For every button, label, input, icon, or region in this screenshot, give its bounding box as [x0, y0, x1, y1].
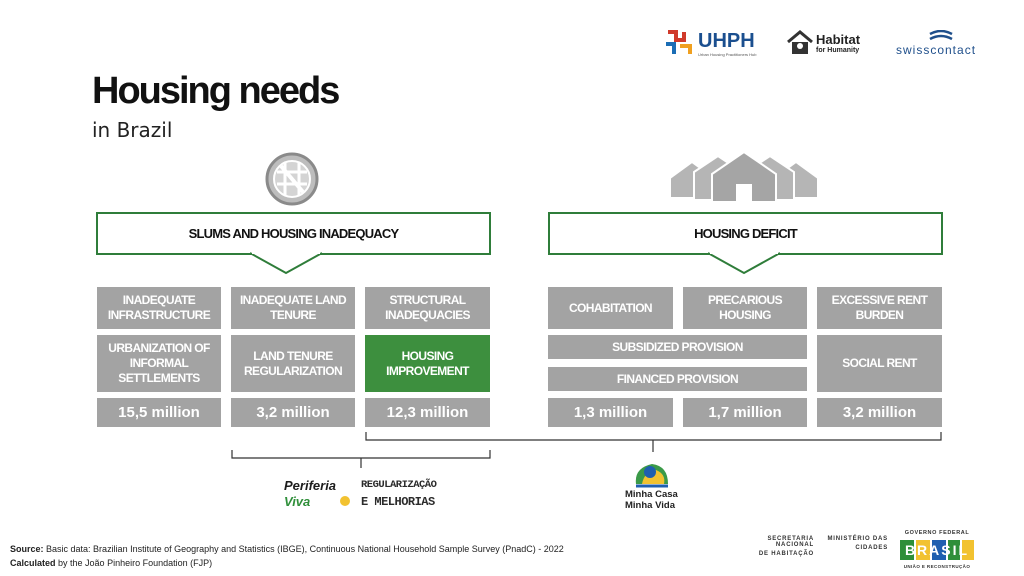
value-structural-label: 12,3 million [386, 404, 469, 421]
response-urbanization-label: URBANIZATION OF INFORMAL SETTLEMENTS [108, 341, 210, 385]
source-line-2 [10, 556, 564, 570]
secretaria-text-2: DE HABITAÇÃO [758, 551, 814, 557]
category-slums-label: SLUMS AND HOUSING INADEQUACY [188, 226, 399, 241]
response-urbanization [97, 335, 221, 392]
governo-text-top: GOVERNO FEDERAL [904, 530, 970, 536]
value-precarious-label: 1,7 million [708, 404, 782, 421]
source-line-1 [10, 542, 564, 556]
need-precarious-housing [683, 287, 807, 329]
minha-casa-emblem-icon [630, 458, 674, 488]
need-infrastructure-label: INADEQUATE INFRASTRUCTURE [107, 293, 211, 322]
minha-casa-minha-vida-logo [622, 458, 682, 512]
governo-text-bottom: UNIÃO E RECONSTRUÇÃO [903, 564, 971, 569]
value-cohabitation-label: 1,3 million [573, 404, 648, 421]
response-land-regularization [231, 335, 355, 392]
response-improvement-label: HOUSING IMPROVEMENT [386, 348, 469, 378]
governo-brasil-wordmark [898, 538, 976, 562]
value-precarious [683, 398, 807, 427]
response-subsidized-provision [548, 335, 807, 359]
uhph-subtext: Urban Housing Practitioners Hub [698, 52, 757, 57]
periferia-text-1: Periferia [284, 478, 337, 493]
response-regularization-label: LAND TENURE REGULARIZATION [243, 348, 343, 378]
need-rent-burden-label: EXCESSIVE RENT BURDEN [831, 293, 928, 322]
periferia-viva-logo [284, 478, 354, 512]
response-financed-provision [548, 367, 807, 391]
need-land-tenure-label: INADEQUATE LAND TENURE [239, 293, 347, 322]
source-label: Source: [10, 544, 44, 554]
value-rent-burden-label: 3,2 million [842, 404, 917, 421]
governo-federal-logo [898, 530, 976, 572]
minha-casa-text-1: Minha Casa [625, 489, 678, 500]
governo-text-mid: BRASIL [904, 542, 970, 558]
response-social-rent-label: SOCIAL RENT [842, 356, 917, 370]
secretaria-text-1: SECRETARIA NACIONAL [767, 536, 814, 548]
value-land-tenure [231, 398, 355, 427]
periferia-accent [340, 496, 350, 506]
regularizacao-logo [361, 478, 445, 512]
response-financed-label: FINANCED PROVISION [616, 371, 739, 386]
need-structural-label: STRUCTURAL INADEQUACIES [385, 293, 470, 322]
need-inadequate-land-tenure [231, 287, 355, 329]
value-infrastructure-label: 15,5 million [118, 404, 200, 421]
response-housing-improvement [365, 335, 490, 392]
need-precarious-label: PRECARIOUS HOUSING [707, 293, 782, 322]
page-subtitle: in Brazil [92, 118, 173, 142]
need-cohabitation-label: COHABITATION [568, 300, 652, 315]
source-text: Basic data: Brazilian Institute of Geography and Statistics (IBGE), Continuous National Household Sample Survey (PnadC) - 2022 [46, 544, 564, 554]
value-land-tenure-label: 3,2 million [256, 404, 330, 421]
value-rent-burden [817, 398, 942, 427]
swisscontact-text: swisscontact [896, 43, 977, 57]
response-subsidized-label: SUBSIDIZED PROVISION [612, 339, 743, 354]
periferia-text-2: Viva [284, 494, 311, 509]
source-note [10, 542, 564, 570]
minha-casa-text-2: Minha Vida [625, 500, 675, 511]
need-excessive-rent-burden [817, 287, 942, 329]
need-cohabitation [548, 287, 673, 329]
value-infrastructure [97, 398, 221, 427]
calculated-label: Calculated [10, 558, 56, 568]
secretaria-logo [732, 536, 814, 560]
regularizacao-text-1: REGULARIZAÇÃO [361, 479, 437, 491]
value-cohabitation [548, 398, 673, 427]
uhph-text: UHPH [698, 30, 755, 52]
ministerio-logo [824, 536, 888, 560]
need-inadequate-infrastructure [97, 287, 221, 329]
calculated-text: by the João Pinheiro Foundation (FJP) [58, 558, 213, 568]
habitat-text-2: for Humanity [816, 47, 860, 54]
ministerio-text-2: CIDADES [855, 545, 888, 551]
category-deficit-label: HOUSING DEFICIT [694, 226, 797, 241]
ministerio-text-1: MINISTÉRIO DAS [827, 536, 888, 542]
regularizacao-text-2: E MELHORIAS [361, 495, 435, 509]
habitat-text-1: Habitat [816, 32, 861, 47]
page-title: Housing needs [92, 70, 339, 112]
need-structural-inadequacies [365, 287, 490, 329]
response-social-rent [817, 335, 942, 392]
value-structural [365, 398, 490, 427]
